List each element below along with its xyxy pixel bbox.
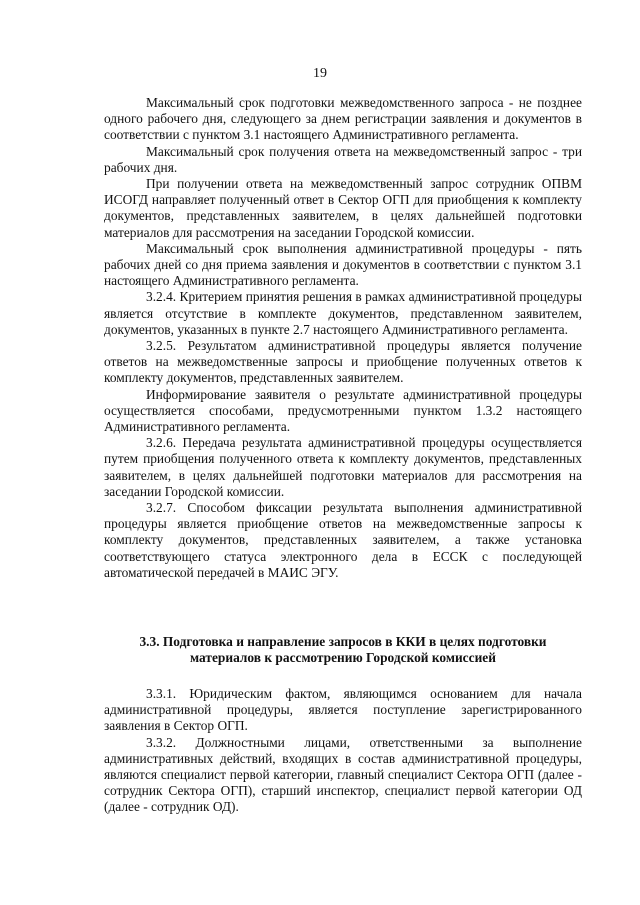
paragraph: 3.3.1. Юридическим фактом, являющимся основанием для начала административной процедуры, является поступление зарегистрированного заявления в Сектор ОГП. — [104, 686, 582, 734]
paragraph: 3.3.2. Должностными лицами, ответственными за выполнение административных действий, входящих в состав административной процедуры, являются специалист первой категории, главный специалист Сектора ОГП (далее - сотрудник Сектора ОГП), старший инспектор, специалист первой категории ОД (далее - сотрудник ОД). — [104, 734, 582, 815]
paragraph: Максимальный срок выполнения административной процедуры - пять рабочих дней со дня приема заявления и документов в соответствии с пунктом 3.1 настоящего Административного регламента. — [104, 240, 582, 289]
section-heading-line: 3.3. Подготовка и направление запросов в ККИ в целях подготовки — [139, 634, 547, 649]
section-heading — [104, 634, 582, 666]
paragraph: Максимальный срок получения ответа на межведомственный запрос - три рабочих дня. — [104, 143, 582, 175]
paragraph: 3.2.5. Результатом административной процедуры является получение ответов на межведомственные запросы и приобщение полученных ответов к комплекту документов, представленных заявителем. — [104, 338, 582, 386]
paragraph: 3.2.7. Способом фиксации результата выполнения административной процедуры является приобщение ответов на межведомственные запросы к комплекту документов, представленных заявителем, а также установка соответствующего статуса электронного дела в ЕССК с последующей автоматической передачей в МАИС ЭГУ. — [104, 500, 582, 580]
paragraph: При получении ответа на межведомственный запрос сотрудник ОПВМ ИСОГД направляет полученный ответ в Сектор ОГП для приобщения к комплекту документов, представленных заявителем, в целях дальнейшей подготовки материалов для рассмотрения на заседании Городской комиссии. — [104, 176, 582, 240]
document-body — [104, 95, 582, 581]
paragraph: 3.2.6. Передача результата административной процедуры осуществляется путем приобщения полученного ответа к комплекту документов, представленных заявителем, в целях дальнейшей подготовки материалов для рассмотрения на заседании Городской комиссии. — [104, 435, 582, 499]
paragraph: Информирование заявителя о результате административной процедуры осуществляется способами, предусмотренными пунктом 1.3.2 настоящего Административного регламента. — [104, 386, 582, 435]
document-body-continued — [104, 686, 582, 816]
paragraph: Максимальный срок подготовки межведомственного запроса - не позднее одного рабочего дня, следующего за днем регистрации заявления и документов в соответствии с пунктом 3.1 настоящего Административного регламента. — [104, 95, 582, 143]
paragraph: 3.2.4. Критерием принятия решения в рамках административной процедуры является отсутствие в комплекте документов, представленном заявителем, документов, указанных в пункте 2.7 настоящего Административного регламента. — [104, 289, 582, 337]
page-number: 19 — [313, 66, 327, 81]
section-heading-line: материалов к рассмотрению Городской комиссией — [190, 650, 496, 666]
